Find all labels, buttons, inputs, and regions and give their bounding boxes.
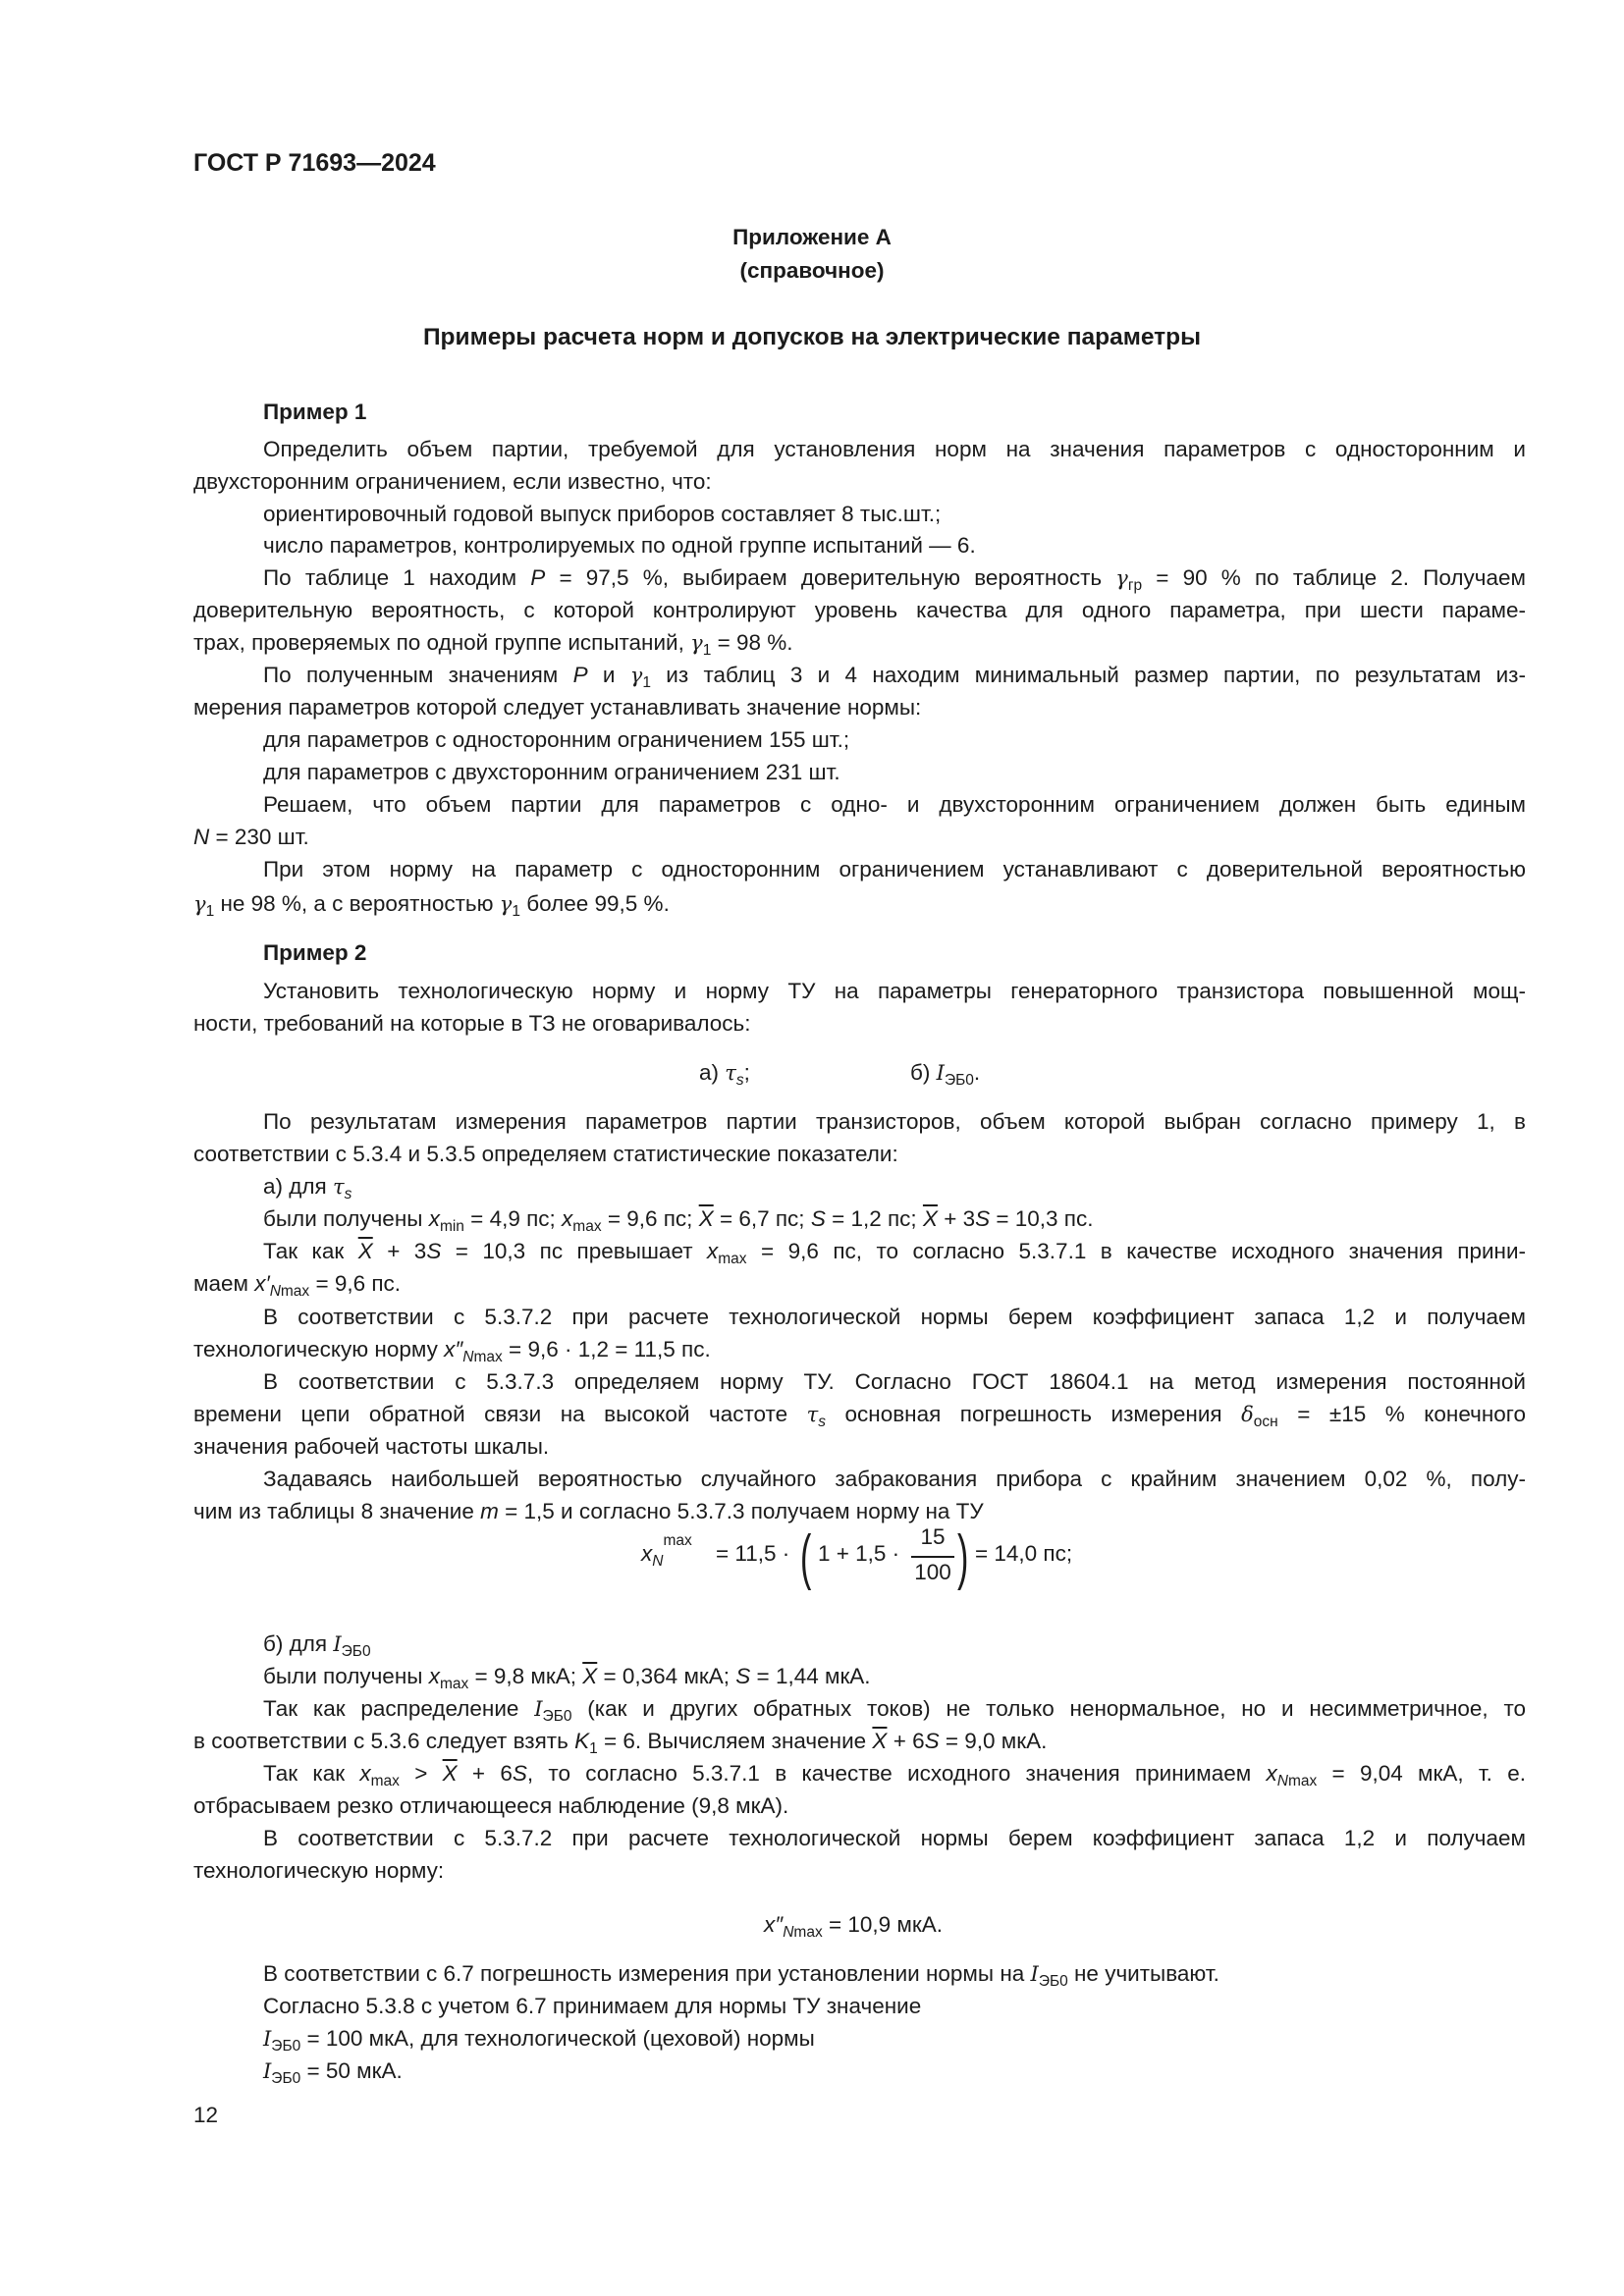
example1-line: $\gamma_1$ не 98 %, а с вероятностью $\gamma_1$ более 99,5 %. [193,891,670,920]
example1-heading: Пример 1 [263,400,367,424]
example2-line: были получены $x_{max} = 9,8$ мкА; $\overline{X} = 0,364$ мкА; S = 1,44 мкА. [263,1664,871,1692]
example2-line: технологическую норму $x''_{Nmax} = 9,6 \cdot 1,2 = 11,5$ пс. [193,1337,711,1365]
example2-line: ности, требований на которые в ТЗ не оговаривалось: [193,1011,751,1036]
example2-line: Задаваясь наибольшей вероятностью случайного забракования прибора с крайним значением 0,02 %, полу- [263,1467,1526,1491]
left-paren: ( [800,1523,812,1591]
document-header: ГОСТ Р 71693—2024 [193,149,436,177]
example2-line: В соответствии с 6.7 погрешность измерения при установлении нормы на $I_{ЭБ0}$ не учитывают. [263,1961,1219,1990]
example2-line: Так как $x_{max} > \overline{X} + 6S$, то согласно 5.3.7.1 в качестве исходного значения принимаем $x_{Nmax} = 9,04$ мкА, т. е. [263,1761,1526,1789]
example2-line: соответствии с 5.3.4 и 5.3.5 определяем статистические показатели: [193,1142,898,1166]
example2-line: в соответствии с 5.3.6 следует взять $K_1 = 6$. Вычисляем значение $\overline{X} + 6S = 9,0$ мкА. [193,1729,1048,1757]
example1-line: число параметров, контролируемых по одной группе испытаний — 6. [263,533,976,558]
example2-line: значения рабочей частоты шкалы. [193,1434,550,1459]
example1-line: Решаем, что объем партии для параметров с одно- и двухсторонним ограничением должен быть единым [263,792,1526,817]
example1-line: трах, проверяемых по одной группе испытаний, $\gamma_1 = 98$ %. [193,630,793,659]
example2-line: были получены $x_{min} = 4,9$ пс; $x_{max} = 9,6$ пс; $\overline{X} = 6,7$ пс; S = 1,2 пс; $\overline{X} + 3S = 10,3$ пс. [263,1206,1094,1235]
example1-line: доверительную вероятность, с которой контролируют уровень качества для одного параметра, при шести параме- [193,598,1526,622]
page-number: 12 [193,2103,219,2127]
example2-line: Так как $\overline{X} + 3S = 10,3$ пс превышает $x_{max} = 9,6$ пс, то согласно 5.3.7.1 в качестве исходного значения прини- [263,1239,1527,1267]
example1-line: ориентировочный годовой выпуск приборов составляет 8 тыс.шт.; [263,502,942,526]
example2-line: В соответствии с 5.3.7.2 при расчете технологической нормы берем коэффициент запаса 1,2 и получаем [263,1305,1526,1329]
example1-line: По полученным значениям P и $\gamma_1$ из таблиц 3 и 4 находим минимальный размер партии, по результатам из- [263,663,1526,691]
example2-line: Так как распределение $I_{ЭБ0}$ (как и других обратных токов) не только ненормальное, но и несимметричное, то [263,1696,1527,1725]
example2-line: технологическую норму: [193,1858,445,1883]
example1-line: для параметров с односторонним ограничением 155 шт.; [263,727,850,752]
example2-line: Установить технологическую норму и норму ТУ на параметры генераторного транзистора повышенной мощ- [263,979,1526,1003]
example2-line: маем $x'_{Nmax} = 9,6$ пс. [193,1271,402,1300]
example2-line: По результатам измерения параметров партии транзисторов, объем которой выбран согласно примеру 1, в [263,1109,1526,1134]
example1-line: По таблице 1 находим P = 97,5 %, выбираем доверительную вероятность $\gamma_{гр} = 90$ % по таблице 2. Получаем [263,565,1526,594]
example1-line: При этом норму на параметр с односторонним ограничением устанавливают с доверительной вероятностью [263,857,1526,881]
example2-line: чим из таблицы 8 значение m = 1,5 и согласно 5.3.7.3 получаем норму на ТУ [193,1499,984,1523]
example2-line: а) для $\tau_s$ [263,1174,352,1202]
example1-line: двухсторонним ограничением, если известно, что: [193,469,712,494]
example2-line: В соответствии с 5.3.7.3 определяем норму ТУ. Согласно ГОСТ 18604.1 на метод измерения постоянной [263,1369,1526,1394]
technological-norm-formula: $x''_{Nmax} = 10,9$ мкА. [764,1912,943,1941]
example2-line: Согласно 5.3.8 с учетом 6.7 принимаем для нормы ТУ значение [263,1994,922,2018]
appendix-title: Примеры расчета норм и допусков на электрические параметры [422,324,1202,350]
example1-line: для параметров с двухсторонним ограничением 231 шт. [263,760,840,784]
example2-heading: Пример 2 [263,940,367,965]
example1-line: Определить объем партии, требуемой для установления норм на значения параметров с односторонним и [263,437,1526,461]
example2-line: отбрасываем резко отличающееся наблюдение (9,8 мкА). [193,1793,789,1818]
example2-line: б) для $I_{ЭБ0}$ [263,1631,371,1660]
parameter-tau-label: а) $\tau_s$; [699,1060,750,1089]
example2-line: времени цепи обратной связи на высокой частоте $\tau_s$ основная погрешность измерения $\delta_{осн} = \pm 15$ % конечного [193,1402,1526,1430]
appendix-status: (справочное) [739,258,885,283]
example2-line: $I_{ЭБ0} = 50$ мкА. [263,2058,403,2087]
parameter-current-label: б) $I_{ЭБ0}$. [910,1060,981,1089]
example2-line: $I_{ЭБ0} = 100$ мкА, для технологической (цеховой) нормы [263,2026,815,2055]
appendix-label: Приложение А [732,225,892,249]
fraction-bar [911,1556,954,1558]
example2-line: В соответствии с 5.3.7.2 при расчете технологической нормы берем коэффициент запаса 1,2 и получаем [263,1826,1526,1850]
right-paren: ) [957,1523,969,1591]
example1-line: N = 230 шт. [193,825,309,849]
example1-line: мерения параметров которой следует устанавливать значение нормы: [193,695,922,720]
